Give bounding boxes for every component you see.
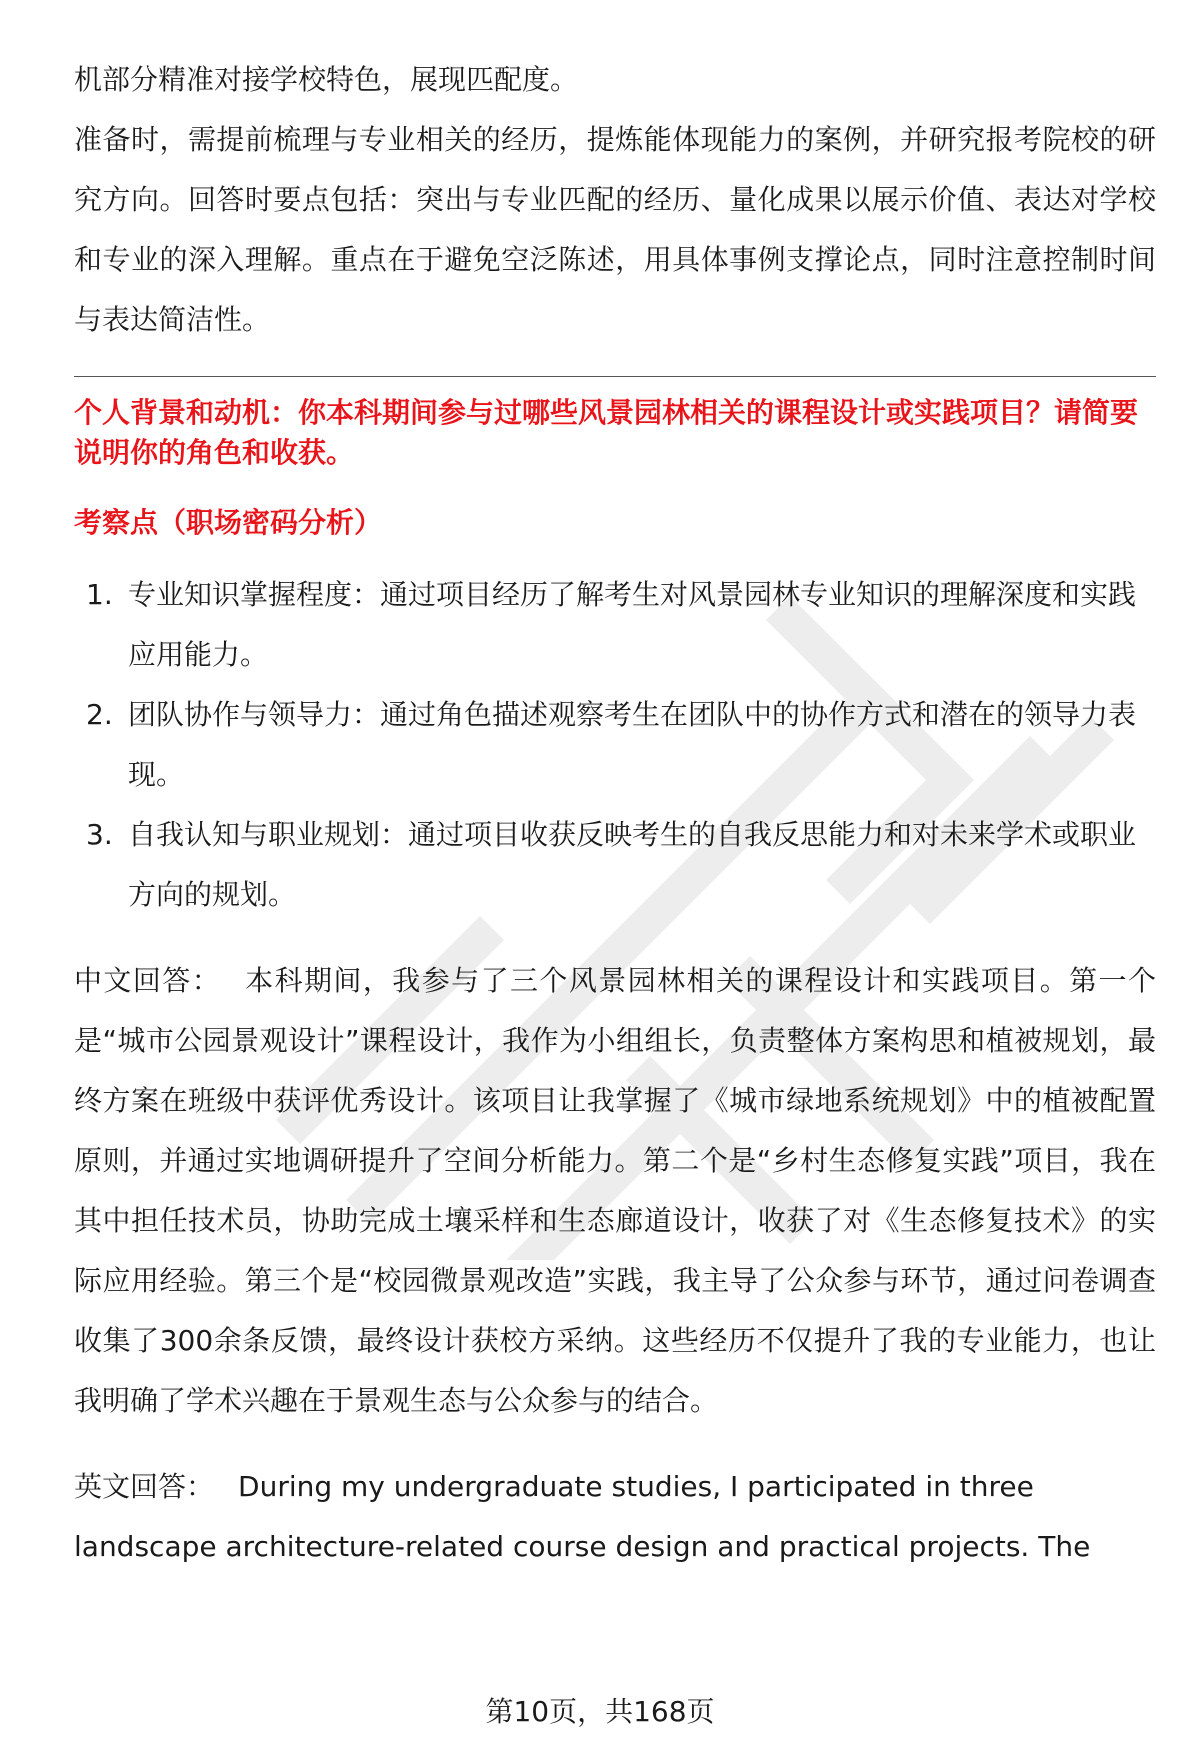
exam-points-list [74,565,1156,925]
list-item-text: 专业知识掌握程度：通过项目经历了解考生对风景园林专业知识的理解深度和实践应用能力。 [128,578,1137,671]
intro-paragraph: 准备时，需提前梳理与专业相关的经历，提炼能体现能力的案例，并研究报考院校的研究方向。回答时要点包括：突出与专业匹配的经历、量化成果以展示价值、表达对学校和专业的深入理解。重点在于避免空泛陈述，用具体事例支撑论点，同时注意控制时间与表达简洁性。 [74,123,1156,336]
list-item-number: 3. [86,818,113,851]
intro-line: 机部分精准对接学校特色，展现匹配度。 [74,63,579,96]
page-number-footer: 第10页，共168页 [485,1695,715,1728]
english-answer [74,1457,1156,1577]
chinese-answer-text: 本科期间，我参与了三个风景园林相关的课程设计和实践项目。第一个是“城市公园景观设计”课程设计，我作为小组组长，负责整体方案构思和植被规划，最终方案在班级中获评优秀设计。该项目让我掌握了《城市绿地系统规划》中的植被配置原则，并通过实地调研提升了空间分析能力。第二个是“乡村生态修复实践”项目，我在其中担任技术员，协助完成土壤采样和生态廊道设计，收获了对《生态修复技术》的实际应用经验。第三个是“校园微景观改造”实践，我主导了公众参与环节，通过问卷调查收集了300余条反馈，最终设计获校方采纳。这些经历不仅提升了我的专业能力，也让我明确了学术兴趣在于景观生态与公众参与的结合。 [74,964,1156,1417]
list-item [74,805,1156,925]
list-item-text: 团队协作与领导力：通过角色描述观察考生在团队中的协作方式和潜在的领导力表现。 [128,698,1137,791]
list-item-text: 自我认知与职业规划：通过项目收获反映考生的自我反思能力和对未来学术或职业方向的规划。 [128,818,1137,911]
english-answer-text: During my undergraduate studies, I participated in three landscape architecture-related course design and practical projects. The [74,1470,1091,1563]
list-item [74,685,1156,805]
exam-points-title: 考察点（职场密码分析） [74,506,383,539]
question-heading: 个人背景和动机：你本科期间参与过哪些风景园林相关的课程设计或实践项目？请简要说明你的角色和收获。 [74,396,1139,469]
chinese-answer-label: 中文回答： [74,964,222,997]
list-item [74,565,1156,685]
list-item-number: 2. [86,698,113,731]
section-divider [74,376,1156,377]
list-item-number: 1. [86,578,113,611]
document-page [74,50,1156,1577]
chinese-answer [74,951,1156,1431]
english-answer-label: 英文回答： [74,1470,215,1503]
